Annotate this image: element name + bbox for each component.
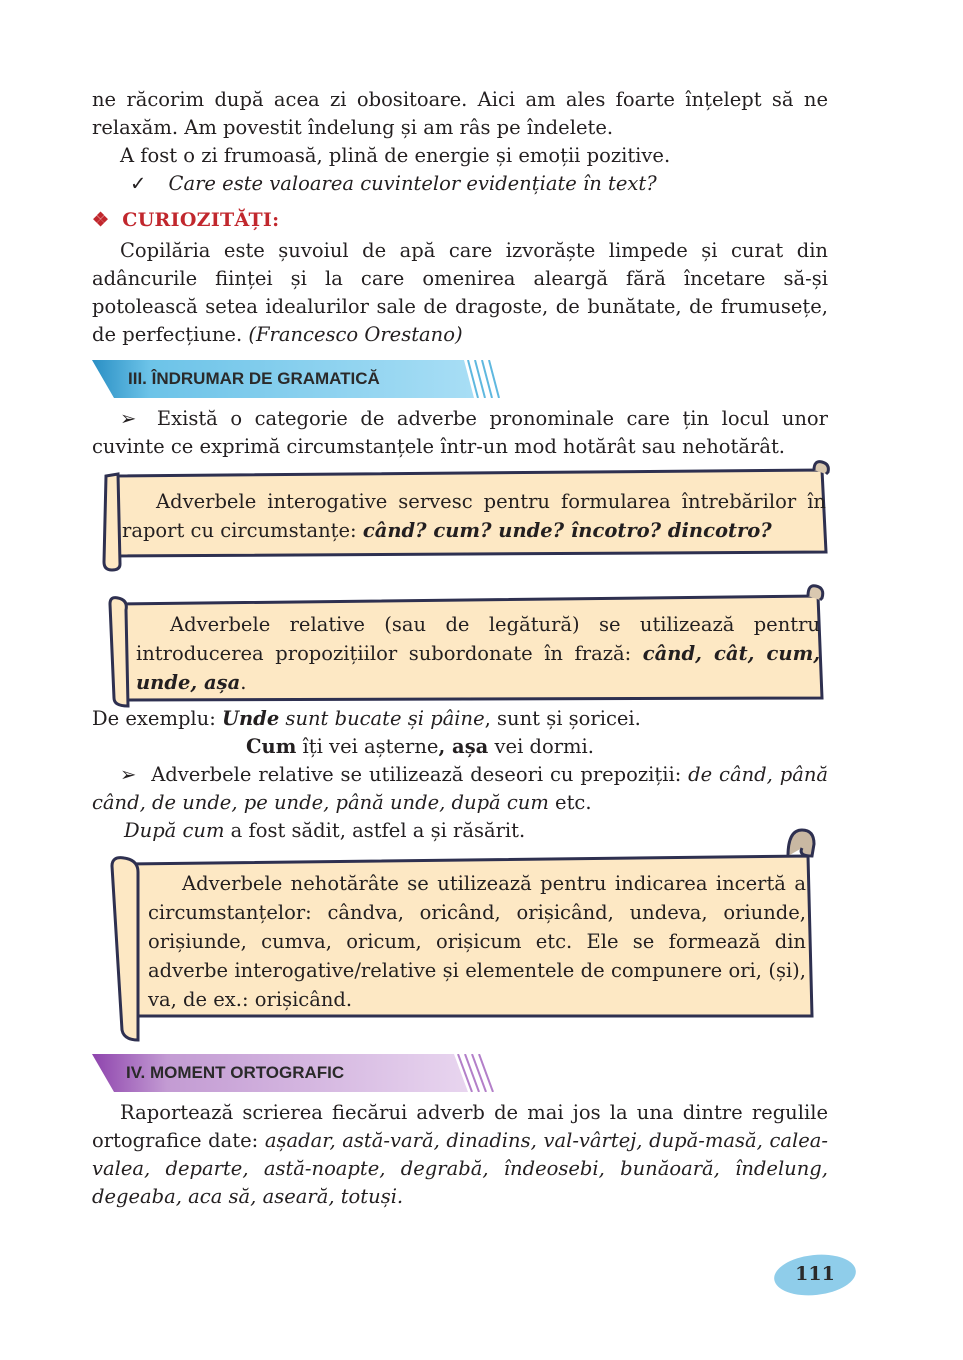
- relative-prep-etc: etc.: [548, 791, 592, 814]
- section-4-words: așadar, astă-vară, dinadins, val-vârtej, după-masă, calea-valea, departe, astă-noapte, degrabă, îndeosebi, bunăoară, îndelung, degeaba, aca să, aseară, totuși.: [92, 1129, 829, 1208]
- example-prefix: De exemplu:: [92, 707, 222, 730]
- curiozitati-paragraph: [92, 237, 828, 349]
- arrow-bullet-icon: ➢: [120, 407, 137, 430]
- example-rest: , sunt și șoricei.: [484, 707, 641, 730]
- curiozitati-author: (Francesco Orestano): [248, 323, 463, 346]
- question-text: Care este valoarea cuvintelor evidențiate în text?: [168, 172, 657, 195]
- intro-paragraph-2: A fost o zi frumoasă, plină de energie și emoții pozitive.: [120, 144, 671, 167]
- example-bold-word: Unde: [222, 707, 280, 730]
- example-3-rest: a fost sădit, astfel a și răsărit.: [224, 819, 526, 842]
- section-4-title: IV. MOMENT ORTOGRAFIC: [126, 1063, 345, 1082]
- interogative-scroll-box: [100, 460, 832, 572]
- page-number-badge: [772, 1251, 858, 1297]
- nehotarate-scroll-box: [108, 826, 820, 1046]
- curiozitati-title: CURIOZITĂȚI:: [122, 209, 280, 231]
- example-italic: sunt bucate și pâine: [279, 707, 485, 730]
- diamond-bullet-icon: ❖: [92, 209, 110, 231]
- curiozitati-heading: [92, 209, 279, 231]
- relative-text: [136, 610, 820, 697]
- section-3-banner: [92, 360, 502, 398]
- nehotarate-text: Adverbele nehotărâte se utilizează pentru indicarea incertă a circumstanțelor: cândva, oricând, orișicând, undeva, oriunde, orișiunde, cumva, oricum, orișicum etc. Ele se formează din adverbe interogative/relative și elementele de compunere ori, (și), va, de ex.: orișicând.: [148, 872, 806, 1011]
- page-number: 111: [795, 1263, 835, 1285]
- check-icon: ✓: [130, 172, 147, 195]
- interogative-text: [122, 487, 826, 545]
- curiozitati-text: Copilăria este șuvoiul de apă care izvorăște limpede și curat din adâncurile ființei și la care omenirea aleargă fără încetare să-și potolească setea idealurilor sale de dragoste, de bunătate, de frumusețe, de perfecțiune.: [92, 239, 828, 346]
- interogative-examples: când? cum? unde? încotro? dincotro?: [362, 519, 772, 542]
- section-3-title: III. ÎNDRUMAR DE GRAMATICĂ: [128, 369, 380, 388]
- example-2-mid: îți vei așterne: [296, 735, 439, 758]
- intro-line-2: relaxăm. Am povestit îndelung și am râs pe îndelete.: [92, 116, 614, 139]
- section-4-banner: [92, 1054, 502, 1092]
- example-2-bold-1: Cum: [246, 735, 297, 758]
- relative-examples: când, cât, cum, unde, așa: [136, 642, 820, 694]
- example-1: [92, 705, 828, 733]
- arrow-bullet-icon: ➢: [120, 763, 137, 786]
- relative-definition: Adverbele relative (sau de legătură) se utilizează pentru introducerea propozițiilor subordonate în frază:: [136, 613, 820, 665]
- example-2-bold-2: , așa: [438, 735, 489, 758]
- section-3-paragraph: [92, 405, 828, 461]
- relative-prepositions-paragraph: [92, 761, 828, 817]
- section-4-paragraph: [92, 1099, 828, 1211]
- example-3-italic: După cum: [124, 819, 225, 842]
- relative-prep-examples: de când, până când, de unde, pe unde, până unde, după cum: [92, 763, 829, 814]
- relative-scroll-box: [106, 582, 828, 708]
- section-4-text: Raportează scrierea fiecărui adverb de mai jos la una dintre regulile ortografice date:: [92, 1101, 828, 1152]
- intro-line-1: ne răcorim după acea zi obositoare. Aici am ales foarte înțelept să ne: [92, 88, 828, 111]
- interogative-definition: Adverbele interogative servesc pentru formularea întrebărilor în raport cu circumstanțe:: [122, 490, 826, 542]
- question-row: [130, 170, 730, 198]
- section-3-text: Există o categorie de adverbe pronominale care țin locul unor cuvinte ce exprimă circumstanțele într-un mod hotărât sau nehotărât.: [92, 407, 828, 458]
- relative-period: .: [240, 671, 247, 694]
- example-2-rest: vei dormi.: [488, 735, 594, 758]
- relative-prep-text: Adverbele relative se utilizează deseori cu prepoziții:: [151, 763, 682, 786]
- example-2: [246, 733, 746, 761]
